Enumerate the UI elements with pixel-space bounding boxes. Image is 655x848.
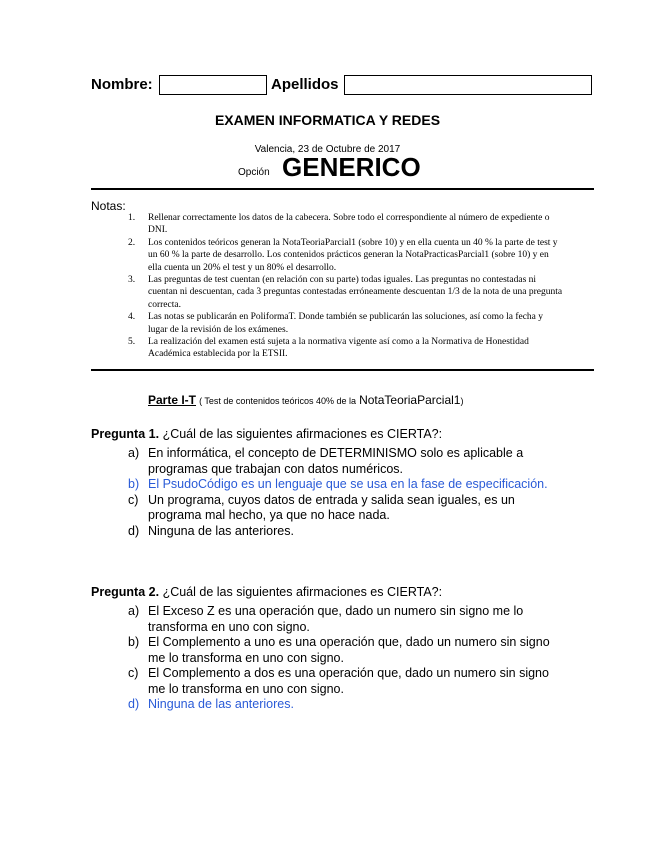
question-2-text: ¿Cuál de las siguientes afirmaciones es CIERTA?: [162,585,443,599]
answer-option [128,446,568,477]
apellidos-field[interactable] [344,75,592,95]
answer-letter: b) [128,477,140,491]
answer-text: En informática, el concepto de DETERMINISMO solo es aplicable a programas que trabajan con datos numéricos. [148,446,524,476]
answer-option [128,493,568,524]
part-desc: ( Test de contenidos teóricos 40% de la [199,396,357,406]
question-1 [91,427,442,441]
answer-letter: d) [128,523,140,538]
bottom-divider [91,369,594,371]
question-1-answers [128,446,568,539]
answer-option [128,697,568,713]
option-label: Opción [238,167,270,178]
note-item [128,274,564,311]
note-item [128,311,564,336]
answer-text: El PsudoCódigo es un lenguaje que se usa en la fase de especificación. [148,477,548,491]
question-1-text: ¿Cuál de las siguientes afirmaciones es CIERTA?: [162,427,443,441]
part-desc-name: NotaTeoriaParcial1 [359,393,461,407]
answer-letter: d) [128,697,140,711]
part-desc-end: ) [460,396,464,406]
answer-letter: a) [128,446,140,460]
nombre-field[interactable] [159,75,267,95]
question-2-label: Pregunta 2. [91,585,160,599]
note-text: Las preguntas de test cuentan (en relación con su parte) todas iguales. Las preguntas no contestadas ni cuentan ni descuentan, cada 3 preguntas contestadas erróneamente descuentan 1/3 de la nota de una pregunta correcta. [148,275,563,310]
answer-text: El Complemento a dos es una operación que, dado un numero sin signo me lo transforma en uno con signo. [148,666,549,696]
part-label: Parte I-T [148,393,197,407]
answer-option [128,635,568,666]
top-divider [91,188,594,190]
note-number: 5. [128,337,136,348]
answer-text: El Complemento a uno es una operación que, dado un numero sin signo me lo transforma en uno con signo. [148,635,550,665]
option-value: GENERICO [282,152,421,182]
part-heading [148,393,463,407]
apellidos-label: Apellidos [271,76,339,93]
note-number: 3. [128,275,136,286]
note-text: Rellenar correctamente los datos de la cabecera. Sobre todo el correspondiente al número de expediente o DNI. [148,213,550,236]
question-2-answers [128,604,568,713]
note-item [128,212,564,237]
notes-label: Notas: [91,199,126,213]
note-number: 1. [128,213,136,223]
answer-letter: c) [128,492,139,507]
answer-letter: c) [128,666,139,680]
note-text: La realización del examen está sujeta a la normativa vigente así como a la Normativa de Honestidad Académica establecida por la ETSII. [148,337,529,360]
answer-option [128,477,568,493]
question-1-label: Pregunta 1. [91,427,160,441]
note-item [128,237,564,274]
note-text: Las notas se publicarán en PoliformaT. Donde también se publicarán las soluciones, así como la fecha y lugar de la revisión de los exámenes. [148,312,544,335]
nombre-label: Nombre: [91,76,153,93]
answer-text: Un programa, cuyos datos de entrada y salida sean iguales, es un programa mal hecho, ya que no hace nada. [148,492,515,522]
answer-text: Ninguna de las anteriores. [148,523,294,538]
note-item [128,336,564,361]
question-2 [91,585,442,599]
answer-option [128,666,568,697]
answer-option [128,524,568,540]
answer-text: El Exceso Z es una operación que, dado un numero sin signo me lo transforma en uno con signo. [148,604,524,634]
answer-letter: a) [128,604,140,618]
exam-title: EXAMEN INFORMATICA Y REDES [214,112,441,128]
notes-list [128,212,564,361]
answer-text: Ninguna de las anteriores. [148,697,294,711]
note-text: Los contenidos teóricos generan la NotaTeoriaParcial1 (sobre 10) y en ella cuenta un 40 % la parte de test y un 60 % la parte de desarrollo. Los contenidos prácticos generan la NotaPracticasParcial1 (sobre 10) y en ella cuenta un 20% el test y un 80% el desarrollo. [148,237,558,273]
exam-date: Valencia, 23 de Octubre de 2017 [254,144,401,155]
note-number: 4. [128,312,136,323]
answer-option [128,604,568,635]
note-number: 2. [128,237,136,248]
answer-letter: b) [128,635,140,649]
